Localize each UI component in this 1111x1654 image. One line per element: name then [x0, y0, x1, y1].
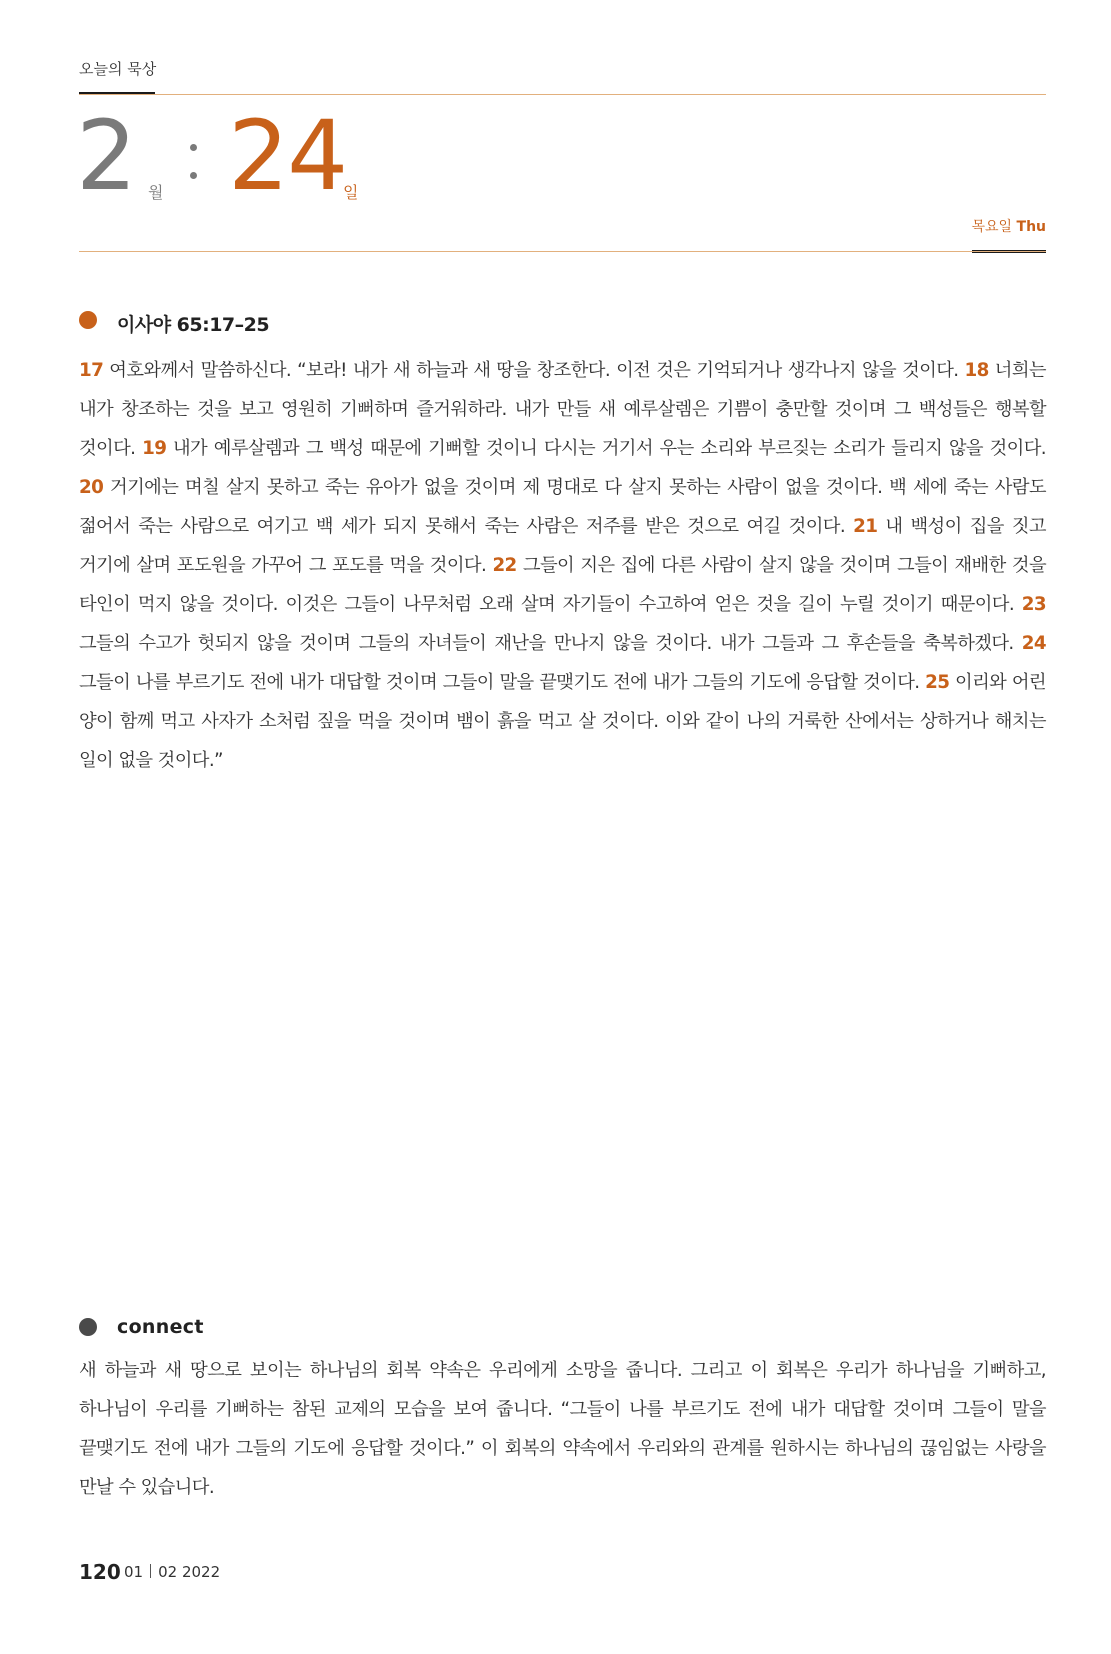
date-colon-separator: [188, 138, 198, 198]
issue-separator: [150, 1564, 151, 1578]
verse-number: 17: [79, 360, 104, 381]
weekday-korean: 목요일: [971, 219, 1013, 235]
issue-month: 01: [124, 1563, 144, 1581]
verse-text: 이리와 어린 양이 함께 먹고 사자가 소처럼 짚을 먹을 것이며 뱀이 흙을 먹고 살 것이다. 이와 같이 나의 거룩한 산에서는 상하거나 해치는 일이 없을 것이다.”: [79, 672, 1046, 771]
verse-text: 여호와께서 말씀하신다. “보라! 내가 새 하늘과 새 땅을 창조한다. 이전 것은 기억되거나 생각나지 않을 것이다.: [103, 360, 965, 381]
day-number: 24: [228, 100, 347, 212]
month-number: 2: [76, 100, 136, 212]
verse-text: 내 백성이 집을 짓고 거기에 살며 포도원을 가꾸어 그 포도를 먹을 것이다.: [79, 516, 1046, 576]
weekday-english: Thu: [1016, 219, 1046, 235]
verse-number: 24: [1021, 633, 1046, 654]
section-label: 오늘의 묵상: [79, 60, 157, 78]
verse-text: 거기에는 며칠 살지 못하고 죽는 유아가 없을 것이며 제 명대로 다 살지 못하는 사람이 없을 것이다. 백 세에 죽는 사람도 젊어서 죽는 사람으로 여기고 백 세가 되지 못해서 죽는 사람은 저주를 받은 것으로 여길 것이다.: [79, 477, 1046, 537]
verse-text: 너희는 내가 창조하는 것을 보고 영원히 기뻐하며 즐거워하라. 내가 만들 새 예루살렘은 기쁨이 충만할 것이며 그 백성들은 행복할 것이다.: [79, 360, 1046, 459]
verse-text: 그들이 나를 부르기도 전에 내가 대답할 것이며 그들이 말을 끝맺기도 전에 내가 그들의 기도에 응답할 것이다.: [79, 672, 926, 693]
verse-text: 그들이 지은 집에 다른 사람이 살지 않을 것이며 그들이 재배한 것을 타인이 먹지 않을 것이다. 이것은 그들이 나무처럼 오래 살며 자기들이 수고하여 얻은 것을 길이 누릴 것이기 때문이다.: [79, 555, 1047, 615]
verse-number: 23: [1021, 594, 1046, 615]
weekday-label: [971, 216, 1046, 236]
verse-text: 내가 예루살렘과 그 백성 때문에 기뻐할 것이니 다시는 거기서 우는 소리와 부르짖는 소리가 들리지 않을 것이다.: [166, 438, 1046, 459]
connect-heading: connect: [117, 1316, 204, 1338]
scripture-reference: 이사야 65:17–25: [117, 314, 270, 336]
verse-number: 19: [142, 438, 167, 459]
page-number: 120: [79, 1560, 121, 1584]
verse-number: 18: [964, 360, 989, 381]
verse-number: 22: [492, 555, 517, 576]
connect-bullet-icon: [79, 1318, 97, 1336]
issue-year: 02 2022: [158, 1563, 221, 1581]
verse-text: 그들의 수고가 헛되지 않을 것이며 그들의 자녀들이 재난을 만나지 않을 것이다. 내가 그들과 그 후손들을 축복하겠다.: [79, 633, 1022, 654]
verse-number: 25: [925, 672, 950, 693]
header-divider: [79, 94, 1046, 95]
connect-body: 새 하늘과 새 땅으로 보이는 하나님의 회복 약속은 우리에게 소망을 줍니다. 그리고 이 회복은 우리가 하나님을 기뻐하고, 하나님이 우리를 기뻐하는 참된 교제의 모습을 보여 줍니다. “그들이 나를 부르기도 전에 내가 대답할 것이며 그들이 말을 끝맺기도 전에 내가 그들의 기도에 응답할 것이다.” 이 회복의 약속에서 우리와의 관계를 원하시는 하나님의 끊임없는 사랑을 만날 수 있습니다.: [79, 1360, 1046, 1498]
verse-number: 21: [853, 516, 878, 537]
month-unit: 월: [148, 183, 164, 202]
scripture-bullet-icon: [79, 311, 97, 329]
scripture-passage: [79, 351, 1046, 780]
verse-number: 20: [79, 477, 104, 498]
date-divider: [79, 251, 1046, 252]
issue-info: [124, 1563, 220, 1581]
day-unit: 일: [343, 183, 359, 202]
